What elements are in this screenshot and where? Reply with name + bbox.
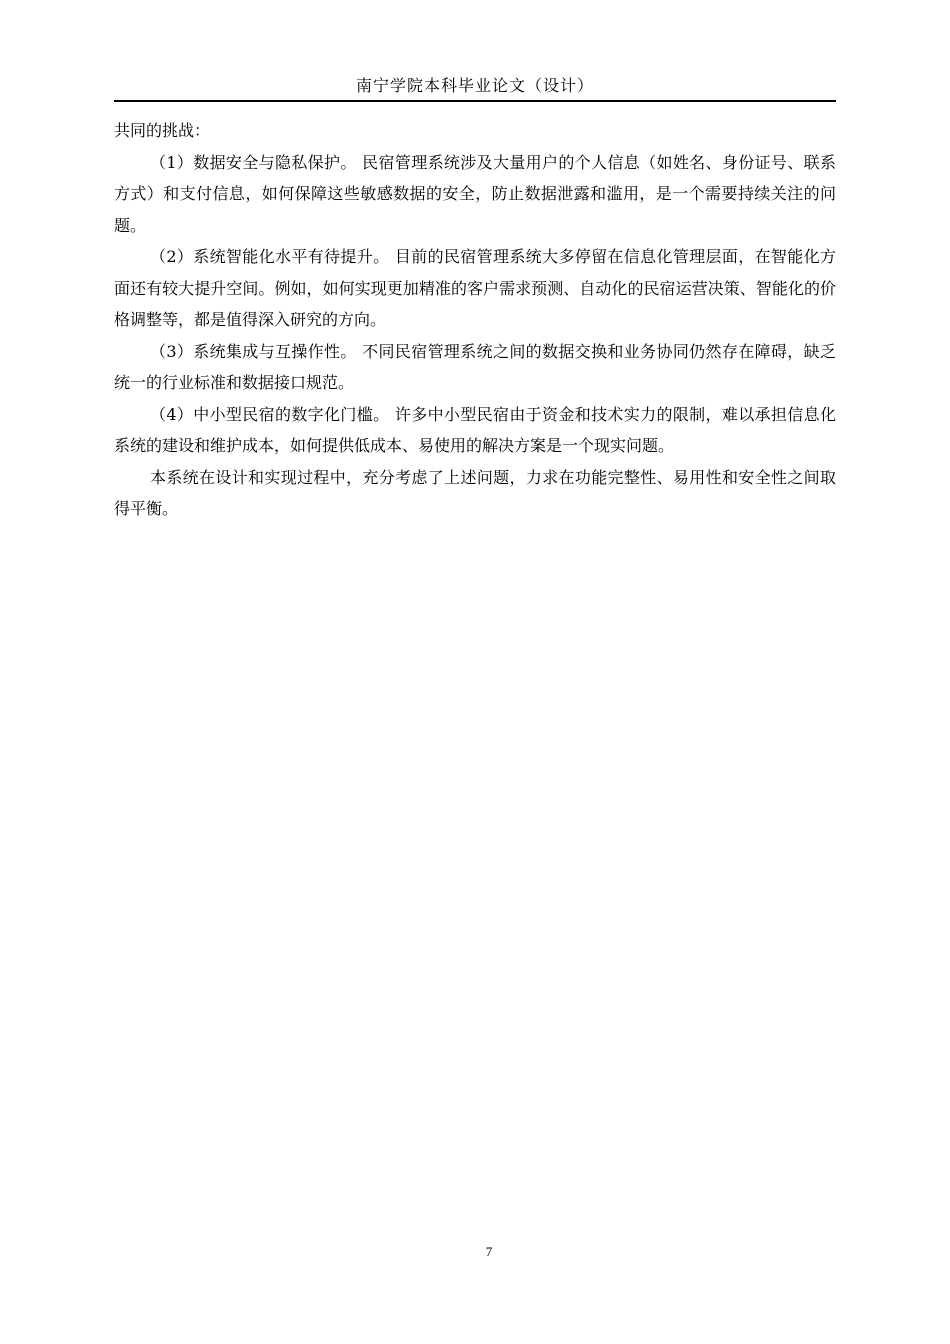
- header-rule: [114, 100, 836, 102]
- challenge-paragraph-2: （2）系统智能化水平有待提升。 目前的民宿管理系统大多停留在信息化管理层面，在智能化方面还有较大提升空间。例如，如何实现更加精准的客户需求预测、自动化的民宿运营决策、智能化的价格调整等，都是值得深入研究的方向。: [114, 247, 836, 329]
- running-header: 南宁学院本科毕业论文（设计）: [355, 76, 594, 95]
- challenge-paragraph-4: （4）中小型民宿的数字化门槛。 许多中小型民宿由于资金和技术实力的限制，难以承担信息化系统的建设和维护成本，如何提供低成本、易使用的解决方案是一个现实问题。: [114, 404, 836, 455]
- body-text: [114, 115, 836, 525]
- challenge-paragraph-3: （3）系统集成与互操作性。 不同民宿管理系统之间的数据交换和业务协同仍然存在障碍，缺乏统一的行业标准和数据接口规范。: [114, 341, 836, 392]
- challenge-paragraph-1: （1）数据安全与隐私保护。 民宿管理系统涉及大量用户的个人信息（如姓名、身份证号、联系方式）和支付信息，如何保障这些敏感数据的安全，防止数据泄露和滥用，是一个需要持续关注的问题。: [114, 152, 836, 235]
- continuation-paragraph: 共同的挑战：: [114, 121, 211, 140]
- summary-paragraph: 本系统在设计和实现过程中，充分考虑了上述问题，力求在功能完整性、易用性和安全性之间取得平衡。: [114, 467, 836, 518]
- page-number: 7: [485, 1244, 493, 1259]
